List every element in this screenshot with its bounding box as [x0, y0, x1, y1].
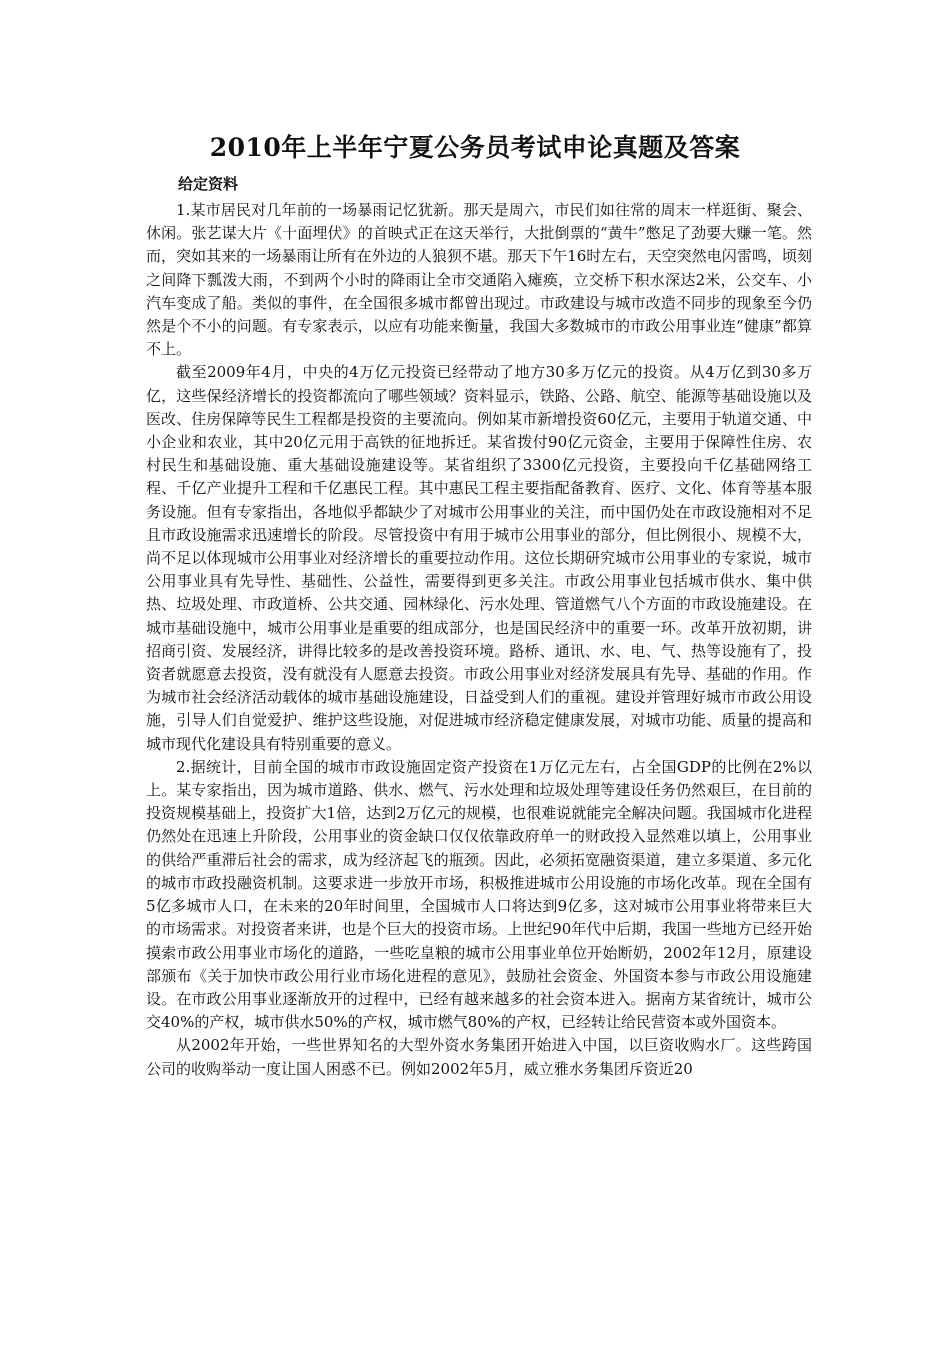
paragraph-2: 截至2009年4月，中央的4万亿元投资已经带动了地方30多万亿元的投资。从4万亿到30多万亿，这些保经济增长的投资都流向了哪些领域？资料显示，铁路、公路、航空、能源等基础设施以及医改、住房保障等民生工程都是投资的主要流向。例如某市新增投资60亿元，主要用于轨道交通、中小企业和农业，其中20亿元用于高铁的征地拆迁。某省拨付90亿元资金，主要用于保障性住房、农村民生和基础设施、重大基础设施建设等。某省组织了3300亿元投资，主要投向千亿基础网络工程、千亿产业提升工程和千亿惠民工程。其中惠民工程主要指配备教育、医疗、文化、体育等基本服务设施。但有专家指出，各地似乎都缺少了对城市公用事业的关注，而中国仍处在市政设施相对不足且市政设施需求迅速增长的阶段。尽管投资中有用于城市公用事业的部分，但比例很小、规模不大，尚不足以体现城市公用事业对经济增长的重要拉动作用。这位长期研究城市公用事业的专家说，城市公用事业具有先导性、基础性、公益性，需要得到更多关注。市政公用事业包括城市供水、集中供热、垃圾处理、市政道桥、公共交通、园林绿化、污水处理、管道燃气八个方面的市政设施建设。在城市基础设施中，城市公用事业是重要的组成部分，也是国民经济中的重要一环。改革开放初期，讲招商引资、发展经济，讲得比较多的是改善投资环境。路桥、通讯、水、电、气、热等设施有了，投资者就愿意去投资，没有就没有人愿意去投资。市政公用事业对经济发展具有先导、基础的作用。作为城市社会经济活动载体的城市基础设施建设，日益受到人们的重视。建设并管理好城市市政公用设施，引导人们自觉爱护、维护这些设施，对促进城市经济稳定健康发展，对城市功能、质量的提高和城市现代化建设具有特别重要的意义。 [146, 363, 812, 753]
paragraph-3: 2.据统计，目前全国的城市市政设施固定资产投资在1万亿元左右，占全国GDP的比例在2%以上。某专家指出，因为城市道路、供水、燃气、污水处理和垃圾处理等建设任务仍然艰巨，在目前的投资规模基础上，投资扩大1倍，达到2万亿元的规模，也很难说就能完全解决问题。我国城市化进程仍然处在迅速上升阶段，公用事业的资金缺口仅仅依靠政府单一的财政投入显然难以填上，公用事业的供给严重滞后社会的需求，成为经济起飞的瓶颈。因此，必须拓宽融资渠道，建立多渠道、多元化的城市市政投融资机制。这要求进一步放开市场，积极推进城市公用设施的市场化改革。现在全国有5亿多城市人口，在未来的20年时间里，全国城市人口将达到9亿多，这对城市公用事业将带来巨大的市场需求。对投资者来讲，也是个巨大的投资市场。上世纪90年代中后期，我国一些地方已经开始摸索市政公用事业市场化的道路，一些吃皇粮的城市公用事业单位开始断奶，2002年12月，原建设部颁布《关于加快市政公用行业市场化进程的意见》，鼓励社会资金、外国资本参与市政公用设施建设。在市政公用事业逐渐放开的过程中，已经有越来越多的社会资本进入。据南方某省统计，城市公交40%的产权，城市供水50%的产权，城市燃气80%的产权，已经转让给民营资本或外国资本。 [146, 757, 812, 1032]
paragraph-1: 1.某市居民对几年前的一场暴雨记忆犹新。那天是周六，市民们如往常的周末一样逛街、聚会、休闲。张艺谋大片《十面埋伏》的首映式正在这天举行，大批倒票的“黄牛”憋足了劲要大赚一笔。然而，突如其来的一场暴雨让所有在外边的人狼狈不堪。那天下午16时左右，天空突然电闪雷鸣，顷刻之间降下瓢泼大雨，不到两个小时的降雨让全市交通陷入瘫痪，立交桥下积水深达2米，公交车、小汽车变成了船。类似的事件，在全国很多城市都曾出现过。市政建设与城市改造不同步的现象至今仍然是个不小的问题。有专家表示，以应有功能来衡量，我国大多数城市的市政公用事业连“健康”都算不上。 [146, 201, 812, 359]
document-title: 2010年上半年宁夏公务员考试申论真题及答案 [209, 133, 741, 162]
body-text [146, 199, 812, 1081]
paragraph-4: 从2002年开始，一些世界知名的大型外资水务集团开始进入中国，以巨资收购水厂。这些跨国公司的收购举动一度让国人困惑不已。例如2002年5月，威立雅水务集团斥资近20 [146, 1036, 812, 1078]
section-heading: 给定资料 [178, 175, 239, 193]
